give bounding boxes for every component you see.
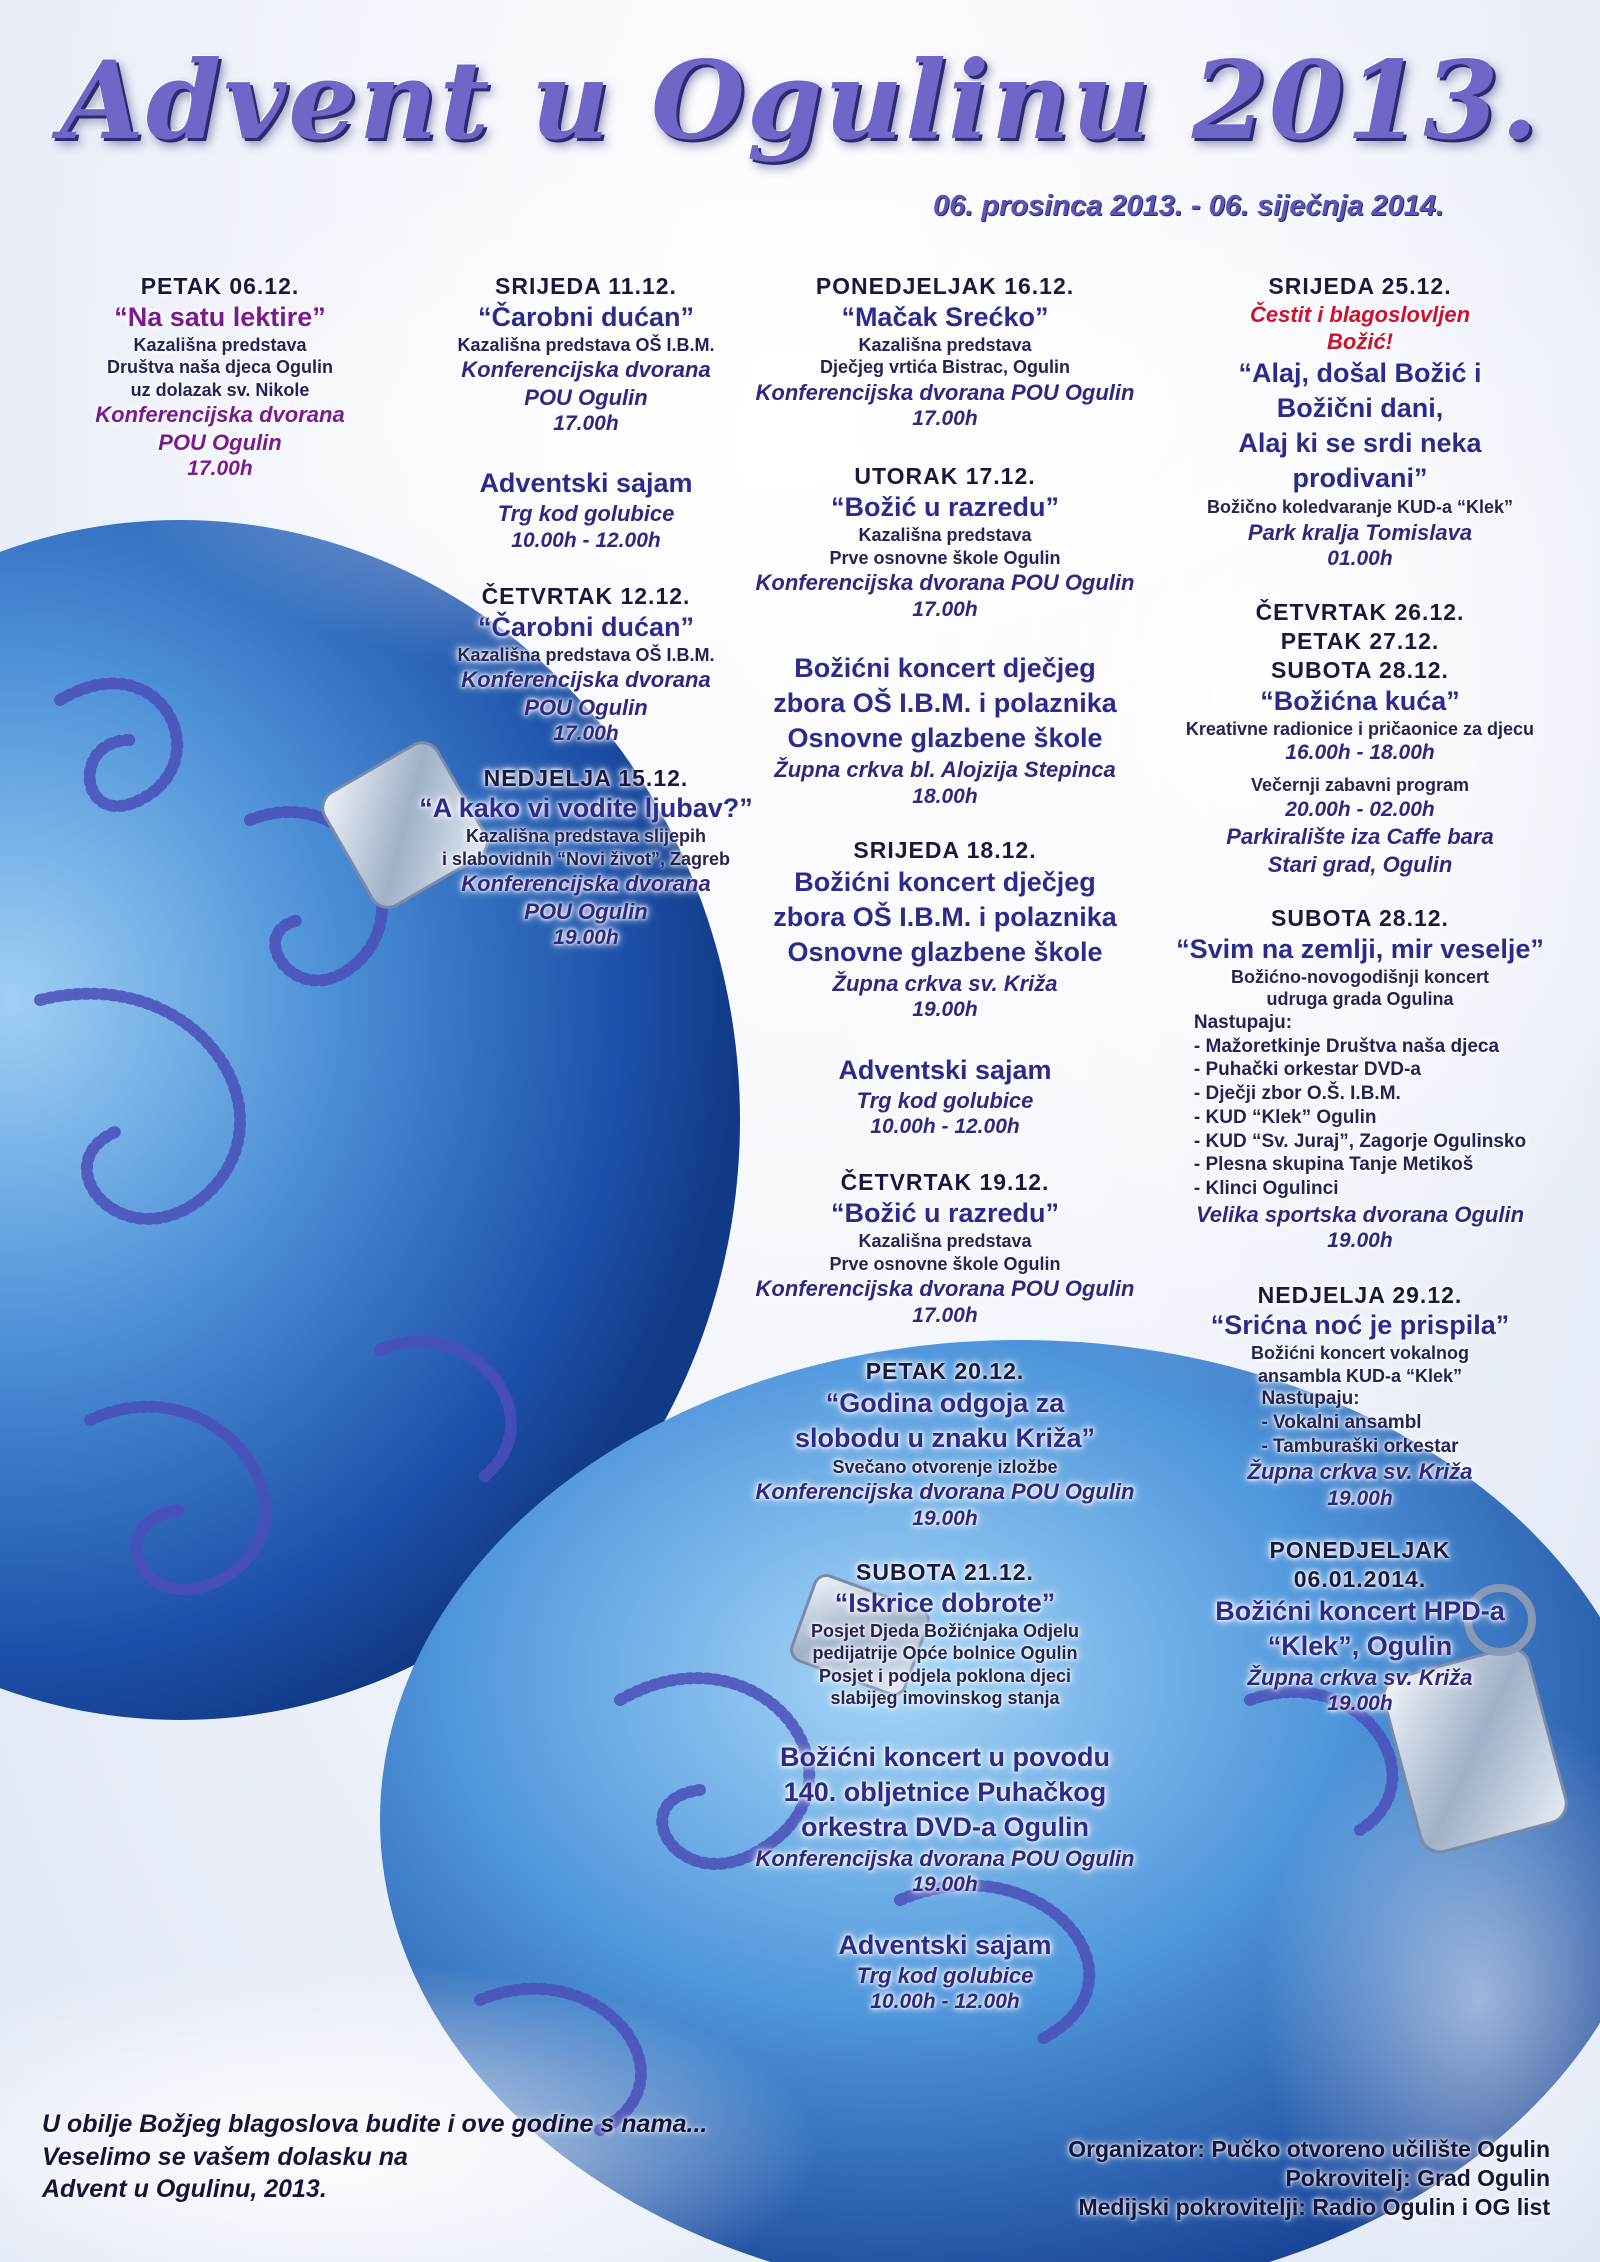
event-desc: Prve osnovne škole Ogulin	[829, 1253, 1061, 1274]
event-place: Konferencijska dvorana POU Ogulin	[755, 570, 1135, 596]
performer-item: - Mažoretkinje Društva naša djeca	[1193, 1035, 1500, 1057]
event-day: PETAK 06.12.	[140, 273, 300, 299]
event-place: POU Ogulin	[524, 694, 648, 720]
event-desc: Kazališna predstava	[858, 525, 1032, 546]
event-block	[35, 272, 405, 482]
event-place: Trg kod golubice	[497, 501, 675, 527]
event-block	[740, 1168, 1150, 1328]
event-desc: ansambla KUD-a “Klek”	[1257, 1365, 1463, 1386]
event-desc: Posjet i podjela poklona djeci	[818, 1665, 1072, 1686]
performer-item: Nastupaju:	[1193, 1011, 1293, 1033]
event-block	[740, 1929, 1150, 2016]
event-desc: udruga grada Ogulina	[1266, 989, 1454, 1010]
performer-item: - KUD “Sv. Juraj”, Zagorje Ogulinsko	[1193, 1130, 1527, 1152]
performer-item: Nastupaju:	[1261, 1388, 1360, 1410]
event-place: Konferencijska dvorana POU Ogulin	[755, 379, 1135, 405]
event-place: Konferencijska dvorana	[461, 667, 711, 693]
event-block	[400, 582, 772, 747]
event-title: “Božićna kuća”	[1260, 685, 1460, 716]
event-day: 06.01.2014.	[1293, 1565, 1427, 1592]
event-block	[400, 272, 772, 437]
event-place: Župna crkva sv. Križa	[1247, 1459, 1473, 1485]
event-place: Konferencijska dvorana	[461, 357, 711, 383]
event-day: SUBOTA 28.12.	[1271, 656, 1449, 683]
event-block	[740, 272, 1150, 432]
event-desc: Prve osnovne škole Ogulin	[829, 547, 1061, 568]
event-desc: Božićno-novogodišnji koncert	[1230, 966, 1489, 987]
event-time: 19.00h	[912, 1506, 978, 1530]
event-title: “Iskrice dobrote”	[834, 1587, 1056, 1618]
event-title: “Srićna noć je prispila”	[1210, 1310, 1510, 1341]
event-day: SUBOTA 28.12.	[1271, 905, 1449, 932]
event-title: “Čarobni dućan”	[477, 301, 694, 332]
event-place: Stari grad, Ogulin	[1267, 851, 1453, 877]
event-block	[400, 764, 772, 952]
event-time: 17.00h	[187, 457, 253, 481]
column-2	[400, 272, 772, 952]
performers-list	[1194, 1011, 1526, 1201]
event-place: POU Ogulin	[524, 384, 648, 410]
event-title: Božični dani,	[1276, 392, 1444, 423]
event-title: zbora OŠ I.B.M. i polaznika	[773, 687, 1117, 718]
event-day: NEDJELJA 15.12.	[483, 764, 689, 791]
column-3	[740, 272, 1150, 2015]
event-time: 17.00h	[912, 407, 978, 431]
event-title: slobodu u znaku Križa”	[794, 1422, 1096, 1453]
event-day: PETAK 27.12.	[1280, 628, 1440, 655]
greeting-text: Božić!	[1327, 329, 1393, 355]
event-title: Osnovne glazbene škole	[787, 723, 1103, 754]
event-time: 16.00h - 18.00h	[1285, 741, 1435, 765]
event-day: PONEDJELJAK	[1269, 1537, 1451, 1564]
event-title: “Mačak Srećko”	[841, 301, 1049, 332]
event-block	[1150, 272, 1570, 572]
performers-list	[1261, 1387, 1458, 1458]
event-time: 18.00h	[912, 784, 978, 808]
event-day: ČETVRTAK 12.12.	[481, 583, 691, 610]
event-title: Adventski sajam	[479, 468, 693, 499]
event-block	[740, 836, 1150, 1024]
event-title: “Alaj, došal Božić i	[1238, 357, 1482, 388]
event-block	[1150, 598, 1570, 878]
event-title: “Božić u razredu”	[830, 1198, 1060, 1229]
event-place: Župna crkva sv. Križa	[832, 970, 1058, 996]
event-place: Konferencijska dvorana POU Ogulin	[755, 1479, 1135, 1505]
event-desc: uz dolazak sv. Nikole	[130, 379, 310, 400]
event-day: UTORAK 17.12.	[854, 463, 1036, 490]
event-place: Konferencijska dvorana	[461, 871, 711, 897]
footer-greeting-line: U obilje Božjeg blagoslova budite i ove godine s nama...	[42, 2110, 708, 2138]
event-title: “Klek”, Ogulin	[1267, 1630, 1453, 1661]
event-block	[740, 462, 1150, 622]
event-desc: slabijeg imovinskog stanja	[830, 1688, 1060, 1709]
event-title: Alaj ki se srdi neka	[1238, 427, 1482, 458]
footer-greeting	[42, 2108, 707, 2206]
event-day: SRIJEDA 11.12.	[495, 273, 677, 299]
event-time: 19.00h	[912, 998, 978, 1022]
event-title: Božićni koncert dječjeg	[794, 652, 1096, 683]
event-desc: Kazališna predstava OŠ I.B.M.	[457, 644, 715, 665]
event-title: Adventski sajam	[838, 1929, 1052, 1960]
event-desc: Večernji zabavni program	[1250, 775, 1470, 796]
footer-greeting-line: Veselimo se vašem dolasku na	[42, 2142, 408, 2171]
greeting-text: Čestit i blagoslovljen	[1249, 301, 1471, 327]
event-desc: Božično koledvaranje KUD-a “Klek”	[1206, 497, 1514, 518]
event-block	[1150, 904, 1570, 1254]
event-block	[400, 467, 772, 554]
event-time: 19.00h	[553, 926, 619, 950]
event-place: POU Ogulin	[158, 429, 282, 455]
column-1	[35, 272, 405, 482]
performer-item: - Puhački orkestar DVD-a	[1193, 1059, 1421, 1081]
event-block	[740, 1558, 1150, 1710]
event-desc: Kazališna predstava	[858, 334, 1032, 355]
event-title: Božićni koncert HPD-a	[1215, 1595, 1505, 1626]
event-title: prodivani”	[1292, 463, 1428, 494]
event-desc: Kazališna predstava	[133, 334, 307, 355]
performer-item: - Plesna skupina Tanje Metikoš	[1193, 1154, 1474, 1176]
event-time: 19.00h	[1327, 1486, 1393, 1510]
event-time: 17.00h	[553, 722, 619, 746]
event-time: 01.00h	[1327, 547, 1393, 571]
event-time: 20.00h - 02.00h	[1285, 797, 1435, 821]
event-title: orkestra DVD-a Ogulin	[800, 1811, 1090, 1842]
event-time: 17.00h	[912, 597, 978, 621]
event-desc: pedijatrije Opće bolnice Ogulin	[812, 1643, 1078, 1664]
event-place: Park kralja Tomislava	[1247, 519, 1473, 545]
event-title: “Božić u razredu”	[830, 492, 1060, 523]
event-block	[740, 1054, 1150, 1141]
event-title: 140. obljetnice Puhačkog	[783, 1776, 1107, 1807]
event-time: 10.00h - 12.00h	[870, 1115, 1020, 1139]
organizer-line: Organizator: Pučko otvoreno učilište Ogulin	[1068, 2136, 1550, 2162]
event-place: Konferencijska dvorana	[95, 402, 345, 428]
event-desc: Kazališna predstava slijepih	[465, 826, 707, 847]
event-day: PETAK 20.12.	[865, 1357, 1025, 1384]
event-desc: Dječjeg vrtića Bistrac, Ogulin	[819, 357, 1071, 378]
event-desc: Društva naša djeca Ogulin	[106, 357, 334, 378]
event-desc: Svečano otvorenje izložbe	[832, 1456, 1058, 1477]
event-title: Božićni koncert dječjeg	[794, 866, 1096, 897]
event-title: Adventski sajam	[838, 1054, 1052, 1085]
event-time: 17.00h	[912, 1303, 978, 1327]
media-sponsor-line: Medijski pokrovitelji: Radio Ogulin i OG list	[1078, 2193, 1550, 2220]
event-title: “Godina odgoja za	[825, 1387, 1065, 1418]
event-desc: Kazališna predstava OŠ I.B.M.	[457, 334, 715, 355]
event-place: Župna crkva sv. Križa	[1247, 1664, 1473, 1690]
performer-item: - Klinci Ogulinci	[1193, 1178, 1339, 1199]
event-place: Župna crkva bl. Alojzija Stepinca	[774, 757, 1116, 783]
event-time: 17.00h	[553, 412, 619, 436]
event-title: “Čarobni dućan”	[477, 611, 694, 642]
event-title: Osnovne glazbene škole	[787, 936, 1103, 967]
event-time: 19.00h	[912, 1873, 978, 1897]
event-desc: i slabovidnih “Novi život”, Zagreb	[441, 848, 731, 869]
footer-credits	[1068, 2135, 1550, 2221]
event-time: 19.00h	[1327, 1229, 1393, 1253]
event-time: 19.00h	[1327, 1692, 1393, 1716]
event-day: SRIJEDA 18.12.	[853, 836, 1037, 863]
event-block	[740, 1740, 1150, 1899]
performer-item: - Tamburaški orkestar	[1261, 1435, 1459, 1457]
poster-dates: 06. prosinca 2013. - 06. siječnja 2014.	[932, 190, 1444, 222]
event-place: POU Ogulin	[524, 898, 648, 924]
poster-title: Advent u Ogulinu 2013.	[60, 38, 1540, 164]
event-place: Trg kod golubice	[856, 1087, 1034, 1113]
event-place: Velika sportska dvorana Ogulin	[1195, 1201, 1525, 1227]
event-day: ČETVRTAK 19.12.	[840, 1169, 1050, 1196]
event-desc: Kazališna predstava	[858, 1231, 1032, 1252]
event-block	[740, 1357, 1150, 1532]
event-day: NEDJELJA 29.12.	[1257, 1281, 1463, 1308]
event-place: Konferencijska dvorana POU Ogulin	[755, 1845, 1135, 1871]
event-day: SUBOTA 21.12.	[856, 1559, 1034, 1585]
event-title: “Na satu lektire”	[114, 301, 326, 332]
performer-item: - Vokalni ansambl	[1261, 1411, 1422, 1433]
event-day: ČETVRTAK 26.12.	[1255, 599, 1465, 626]
performer-item: - Dječji zbor O.Š. I.B.M.	[1193, 1083, 1401, 1104]
footer-greeting-line: Advent u Ogulinu, 2013.	[42, 2175, 327, 2203]
event-title: Božićni koncert u povodu	[779, 1741, 1110, 1772]
event-day: SRIJEDA 25.12.	[1268, 273, 1452, 299]
event-place: Parkiralište iza Caffe bara	[1226, 824, 1494, 850]
event-day: PONEDJELJAK 16.12.	[815, 273, 1075, 299]
column-4	[1150, 272, 1570, 1718]
event-time: 10.00h - 12.00h	[511, 528, 661, 552]
event-title: “A kako vi vodite ljubav?”	[419, 793, 753, 824]
event-desc: Posjet Djeda Božićnjaka Odjelu	[810, 1620, 1080, 1641]
performer-item: - KUD “Klek” Ogulin	[1193, 1106, 1377, 1128]
event-time: 10.00h - 12.00h	[870, 1990, 1020, 2014]
event-block	[740, 651, 1150, 810]
event-place: Trg kod golubice	[856, 1962, 1034, 1988]
event-desc: Kreativne radionice i pričaonice za djecu	[1185, 718, 1535, 739]
event-block	[1150, 1536, 1570, 1717]
event-desc: Božićni koncert vokalnog	[1250, 1343, 1470, 1364]
event-title: “Svim na zemlji, mir veselje”	[1176, 933, 1544, 964]
event-block	[1150, 1281, 1570, 1513]
event-place: Konferencijska dvorana POU Ogulin	[755, 1276, 1135, 1302]
event-title: zbora OŠ I.B.M. i polaznika	[773, 901, 1117, 932]
sponsor-line: Pokrovitelj: Grad Ogulin	[1285, 2164, 1550, 2191]
